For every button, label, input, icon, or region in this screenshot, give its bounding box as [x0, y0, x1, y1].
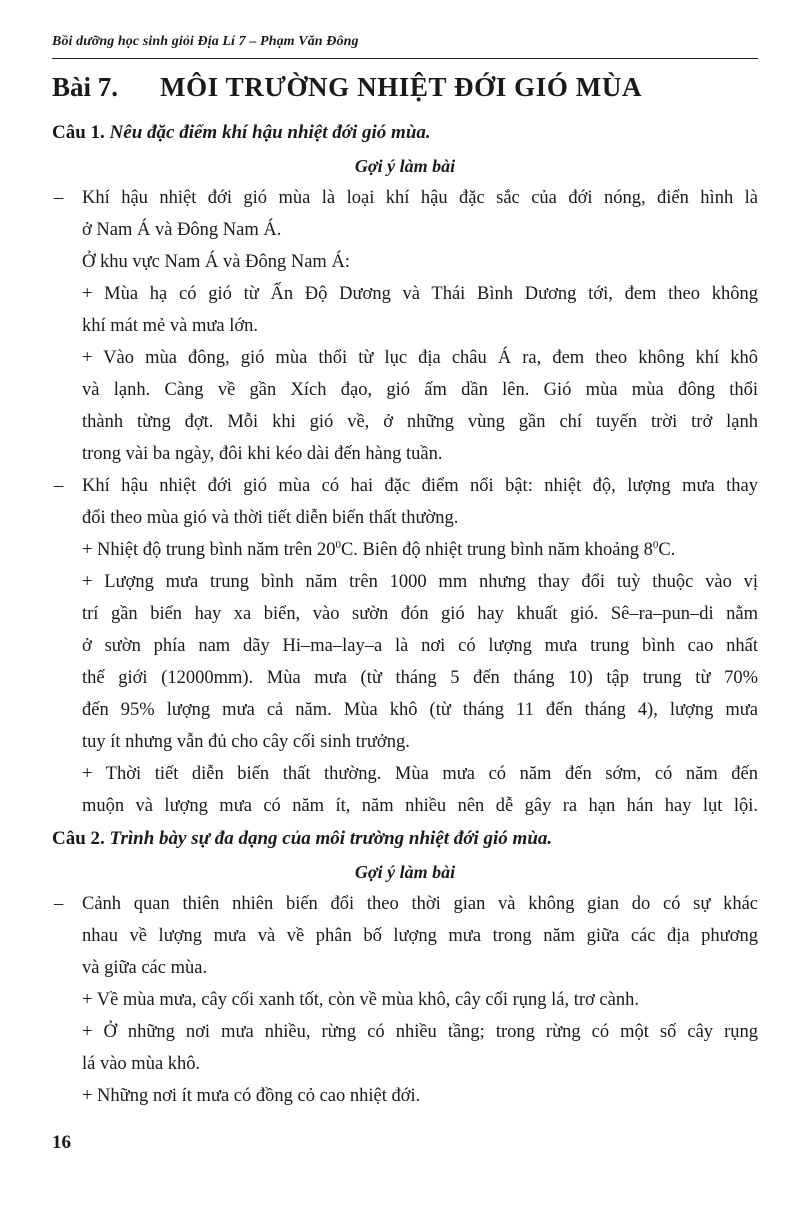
- text-line: + Vào mùa đông, gió mùa thổi từ lục địa châu Á ra, đem theo không khí khô: [82, 348, 758, 368]
- text-line: – Khí hậu nhiệt đới gió mùa có hai đặc điểm nổi bật: nhiệt độ, lượng mưa thay: [52, 470, 758, 502]
- text-line: + Những nơi ít mưa có đồng cỏ cao nhiệt đới.: [82, 1086, 421, 1106]
- text-line: + Về mùa mưa, cây cối xanh tốt, còn về mùa khô, cây cối rụng lá, trơ cành.: [82, 990, 639, 1010]
- text-line: + Lượng mưa trung bình năm trên 1000 mm nhưng thay đổi tuỳ thuộc vào vị: [82, 572, 758, 592]
- hint-heading: Gợi ý làm bài: [354, 156, 456, 176]
- text-line: và lạnh. Càng về gần Xích đạo, gió ấm dần lên. Gió mùa mùa đông thổi: [82, 380, 758, 400]
- text-line: khí mát mẻ và mưa lớn.: [82, 316, 258, 336]
- dash-mark: –: [54, 476, 64, 496]
- text-line: + Ở những nơi mưa nhiều, rừng có nhiều tầng; trong rừng có một số cây rụng: [82, 1022, 758, 1042]
- question-text: Trình bày sự đa dạng của môi trường nhiệt đới gió mùa.: [109, 828, 553, 849]
- question-1: [52, 116, 758, 150]
- question-label: Câu 2.: [52, 828, 105, 849]
- question-2: [52, 822, 758, 856]
- text-line: – Khí hậu nhiệt đới gió mùa là loại khí hậu đặc sắc của đới nóng, điển hình là: [52, 182, 758, 214]
- hint-heading: Gợi ý làm bài: [354, 862, 456, 882]
- text-line: trí gần biển hay xa biển, vào sườn đón gió hay khuất gió. Sê–ra–pun–di nằm: [82, 604, 758, 624]
- text-line: tuy ít nhưng vẫn đủ cho cây cối sinh trưởng.: [82, 732, 410, 752]
- lesson-number: Bài 7.: [52, 72, 119, 102]
- text-line: lá vào mùa khô.: [82, 1054, 201, 1074]
- text-line: thế giới (12000mm). Mùa mưa (từ tháng 5 đến tháng 10) tập trung từ 70%: [82, 668, 758, 688]
- text-line: muộn và lượng mưa có năm ít, năm nhiều nên dễ gây ra hạn hán hay lụt lội.: [82, 796, 758, 816]
- question-text: Nêu đặc điểm khí hậu nhiệt đới gió mùa.: [109, 122, 431, 143]
- text-line: + Thời tiết diễn biến thất thường. Mùa mưa có năm đến sớm, có năm đến: [82, 764, 758, 784]
- text-line: ở sườn phía nam dãy Hi–ma–lay–a là nơi có lượng mưa trung bình cao nhất: [82, 636, 758, 656]
- text-line: ở Nam Á và Đông Nam Á.: [82, 220, 282, 240]
- page-number: 16: [52, 1132, 71, 1153]
- text-line: đến 95% lượng mưa cả năm. Mùa khô (từ tháng 11 đến tháng 4), lượng mưa: [82, 700, 758, 720]
- lesson-title: [52, 72, 642, 103]
- text-line: thành từng đợt. Mỗi khi gió về, ở những vùng gần chí tuyến trời trở lạnh: [82, 412, 758, 432]
- text-line: nhau về lượng mưa và về phân bố lượng mưa trong năm giữa các địa phương: [82, 926, 758, 946]
- text-line: đổi theo mùa gió và thời tiết diễn biến thất thường.: [82, 508, 459, 528]
- dash-mark: –: [54, 894, 64, 914]
- text-line: + Nhiệt độ trung bình năm trên $20^0C$. Biên độ nhiệt trung bình năm khoảng $8^0C$.: [82, 539, 676, 560]
- running-header: Bồi dưỡng học sinh giỏi Địa Lí 7 – Phạm Văn Đông: [52, 34, 359, 49]
- question-label: Câu 1.: [52, 122, 105, 143]
- page-content: [52, 116, 758, 1112]
- dash-mark: –: [54, 188, 64, 208]
- text-line: Ở khu vực Nam Á và Đông Nam Á:: [82, 252, 350, 272]
- lesson-name: MÔI TRƯỜNG NHIỆT ĐỚI GIÓ MÙA: [160, 72, 643, 102]
- text-line: trong vài ba ngày, đôi khi kéo dài đến hàng tuần.: [82, 444, 443, 464]
- header-rule: [52, 58, 758, 59]
- text-line: – Cảnh quan thiên nhiên biến đổi theo thời gian và không gian do có sự khác: [52, 888, 758, 920]
- text-line: và giữa các mùa.: [82, 958, 208, 978]
- text-line: + Mùa hạ có gió từ Ấn Độ Dương và Thái Bình Dương tới, đem theo không: [82, 284, 758, 304]
